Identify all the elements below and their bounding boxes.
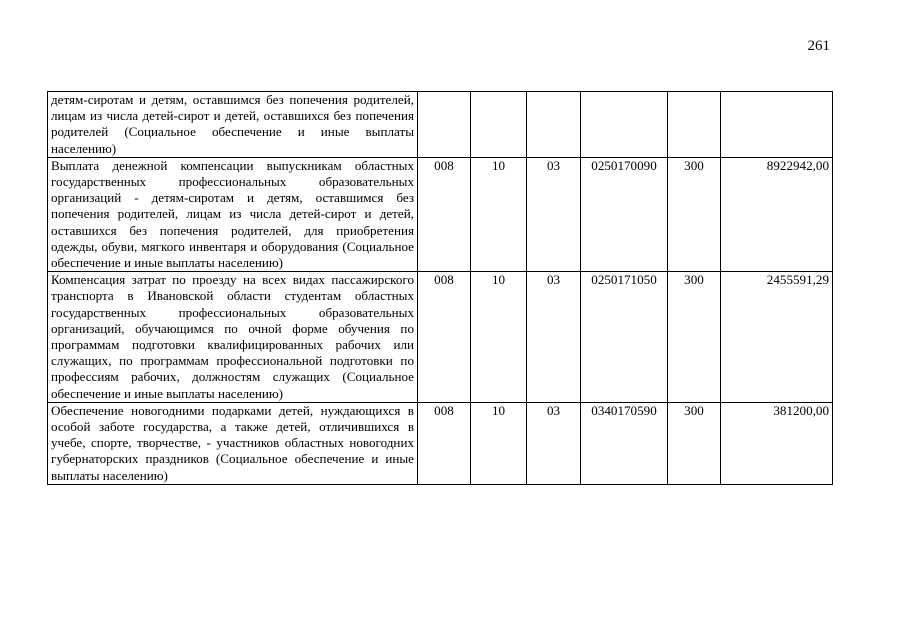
section-code: 10 <box>471 157 527 271</box>
table-row <box>48 402 833 484</box>
amount: 8922942,00 <box>721 157 833 271</box>
subsection-code: 03 <box>527 272 581 403</box>
ministry-code: 008 <box>418 402 471 484</box>
ministry-code: 008 <box>418 272 471 403</box>
amount <box>721 92 833 158</box>
page-number: 261 <box>807 38 830 54</box>
amount: 381200,00 <box>721 402 833 484</box>
target-article-code: 0250170090 <box>581 157 668 271</box>
row-description: Компенсация затрат по проезду на всех видах пассажирского транспорта в Ивановской области студентам областных государственных профессиональных образовательных организаций, обучающимся по очной форме обучения по программам подготовки квалифицированных рабочих или служащих, по программам профессиональной подготовки по профессиям рабочих, должностям служащих (Социальное обеспечение и иные выплаты населению) <box>48 272 418 403</box>
section-code: 10 <box>471 272 527 403</box>
expense-type-code: 300 <box>668 157 721 271</box>
subsection-code: 03 <box>527 402 581 484</box>
table-row <box>48 157 833 271</box>
subsection-code: 03 <box>527 157 581 271</box>
target-article-code <box>581 92 668 158</box>
row-description: Выплата денежной компенсации выпускникам областных государственных профессиональных образовательных организаций - детям-сиротам и детям, оставшимся без попечения родителей, лицам из числа детей-сирот и детей, оставшихся без попечения родителей, для приобретения одежды, обуви, мягкого инвентаря и оборудования (Социальное обеспечение и иные выплаты населению) <box>48 157 418 271</box>
ministry-code: 008 <box>418 157 471 271</box>
subsection-code <box>527 92 581 158</box>
amount: 2455591,29 <box>721 272 833 403</box>
section-code: 10 <box>471 402 527 484</box>
expense-type-code: 300 <box>668 402 721 484</box>
target-article-code: 0250171050 <box>581 272 668 403</box>
table-row <box>48 92 833 158</box>
row-description: детям-сиротам и детям, оставшимся без попечения родителей, лицам из числа детей-сирот и детей, оставшихся без попечения родителей (Социальное обеспечение и иные выплаты населению) <box>48 92 418 158</box>
row-description: Обеспечение новогодними подарками детей, нуждающихся в особой заботе государства, а также детей, отличившихся в учебе, спорте, творчестве, - участников областных новогодних губернаторских праздников (Социальное обеспечение и иные выплаты населению) <box>48 402 418 484</box>
table-row <box>48 272 833 403</box>
expense-type-code <box>668 92 721 158</box>
ministry-code <box>418 92 471 158</box>
expense-type-code: 300 <box>668 272 721 403</box>
target-article-code: 0340170590 <box>581 402 668 484</box>
section-code <box>471 92 527 158</box>
budget-table <box>47 91 833 485</box>
